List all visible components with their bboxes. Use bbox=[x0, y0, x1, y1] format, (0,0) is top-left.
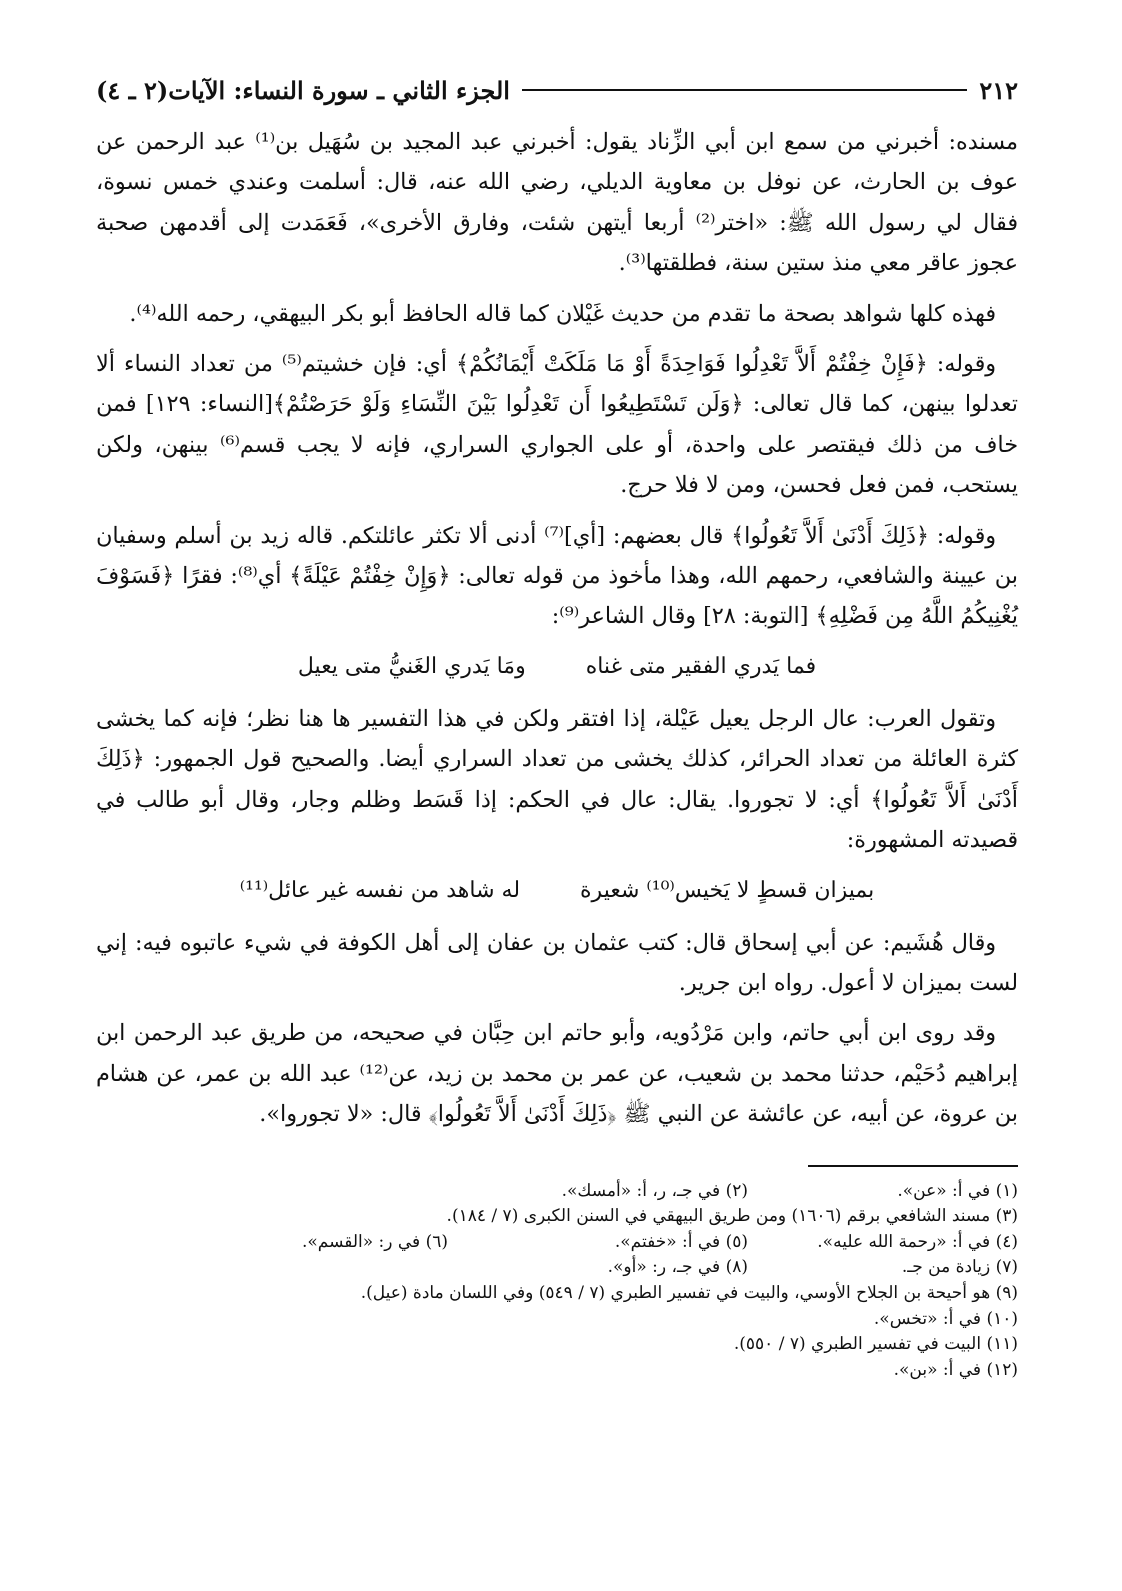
footnote-row bbox=[96, 1358, 1018, 1384]
footnote-4: (٤) في أ: «رحمة الله عليه». bbox=[817, 1231, 1018, 1252]
running-title: الجزء الثاني ـ سورة النساء: الآيات(٢ ـ ٤) bbox=[96, 75, 510, 105]
footnote-6: (٦) في ر: «القسم». bbox=[301, 1231, 448, 1252]
footnote-row bbox=[96, 1332, 1018, 1358]
poetry-verse-2 bbox=[96, 871, 1018, 911]
footnote-5: (٥) في أ: «خفتم». bbox=[614, 1231, 748, 1252]
footnote-separator bbox=[808, 1165, 1018, 1167]
footnotes bbox=[96, 1179, 1018, 1384]
footnote-row bbox=[96, 1204, 1018, 1230]
header-rule bbox=[522, 89, 967, 91]
paragraph-5: وتقول العرب: عال الرجل يعيل عَيْلة، إذا افتقر ولكن في هذا التفسير ها هنا نظر؛ فإنه كما يخشى كثرة العائلة من تعداد الحرائر، كذلك يخشى من تعداد السراري أيضا. والصحيح قول الجمهور: ﴿ذَلِكَ أَدْنَىٰ أَلاَّ تَعُولُوا﴾ أي: لا تجوروا. يقال: عال في الحكم: إذا قَسَط وظلم وجار، وقال أبو طالب في قصيدته المشهورة: bbox=[96, 705, 1018, 854]
poetry-verse-1 bbox=[96, 647, 1018, 687]
paragraph-7: وقد روى ابن أبي حاتم، وابن مَرْدُويه، وأبو حاتم ابن حِبَّان في صحيحه، من طريق عبد الرحمن ابن إبراهيم دُحَيْم، حدثنا محمد بن شعيب، عن عمر بن محمد بن زيد، عن⁽¹²⁾ عبد الله بن عمر، عن هشام بن عروة، عن أبيه، عن عائشة عن النبي ﷺ ﴿ذَلِكَ أَدْنَىٰ أَلاَّ تَعُولُوا﴾ قال: «لا تجوروا». bbox=[96, 1020, 1018, 1128]
verse-2-first-hemistich: بميزان قسطٍ لا يَخيس⁽¹⁰⁾ شعيرة bbox=[580, 877, 875, 903]
footnote-3: (٣) مسند الشافعي برقم (١٦٠٦) ومن طريق البيهقي في السنن الكبرى (٧ / ١٨٤). bbox=[446, 1206, 1018, 1227]
footnote-10: (١٠) في أ: «تخس». bbox=[873, 1308, 1018, 1329]
footnote-1: (١) في أ: «عن». bbox=[897, 1180, 1018, 1201]
footnote-7: (٧) زيادة من جـ. bbox=[901, 1257, 1018, 1278]
main-text bbox=[96, 122, 1018, 1135]
footnote-row bbox=[96, 1307, 1018, 1333]
footnote-row bbox=[96, 1255, 1018, 1281]
paragraph-4: وقوله: ﴿ذَلِكَ أَدْنَىٰ أَلاَّ تَعُولُوا﴾ قال بعضهم: [أي]⁽⁷⁾ أدنى ألا تكثر عائلتكم. قاله زيد بن أسلم وسفيان بن عيينة والشافعي، رحمهم الله، وهذا مأخوذ من قوله تعالى: ﴿وَإِنْ خِفْتُمْ عَيْلَةً﴾ أي⁽⁸⁾: فقرًا ﴿فَسَوْفَ يُغْنِيكُمُ اللَّهُ مِن فَضْلِهِ﴾ [التوبة: ٢٨] وقال الشاعر⁽⁹⁾: bbox=[96, 522, 1018, 630]
paragraph-3: وقوله: ﴿فَإِنْ خِفْتُمْ أَلاَّ تَعْدِلُوا فَوَاحِدَةً أَوْ مَا مَلَكَتْ أَيْمَانُكُمْ﴾ أي: فإن خشيتم⁽⁵⁾ من تعداد النساء ألا تعدلوا بينهن، كما قال تعالى: ﴿وَلَن تَسْتَطِيعُوا أَن تَعْدِلُوا بَيْنَ النِّسَاءِ وَلَوْ حَرَصْتُمْ﴾[النساء: ١٢٩] فمن خاف من ذلك فيقتصر على واحدة، أو على الجواري السراري، فإنه لا يجب قسم⁽⁶⁾ بينهن، ولكن يستحب، فمن فعل فحسن، ومن لا فلا حرج. bbox=[96, 351, 1018, 499]
footnote-row bbox=[96, 1281, 1018, 1307]
footnote-11: (١١) البيت في تفسير الطبري (٧ / ٥٥٠). bbox=[733, 1334, 1018, 1355]
footnote-8: (٨) في جـ، ر: «أو». bbox=[607, 1257, 748, 1278]
paragraph-6: وقال هُشَيم: عن أبي إسحاق قال: كتب عثمان بن عفان إلى أهل الكوفة في شيء عاتبوه فيه: إني لست بميزان لا أعول. رواه ابن جرير. bbox=[96, 929, 1018, 996]
paragraph-1: مسنده: أخبرني من سمع ابن أبي الزِّناد يقول: أخبرني عبد المجيد بن سُهَيل بن⁽¹⁾ عبد الرحمن عن عوف بن الحارث، عن نوفل بن معاوية الديلي، رضي الله عنه، قال: أسلمت وعندي خمس نسوة، فقال لي رسول الله ﷺ: «اختر⁽²⁾ أربعا أيتهن شئت، وفارق الأخرى»، فَعَمَدت إلى أقدمهن صحبة عجوز عاقر معي منذ ستين سنة، فطلقتها⁽³⁾. bbox=[96, 129, 1018, 277]
running-header bbox=[96, 70, 1018, 110]
footnote-row bbox=[96, 1230, 1018, 1256]
page-number: ٢١٢ bbox=[979, 75, 1018, 105]
footnote-9: (٩) هو أحيحة بن الجلاح الأوسي، والبيت في تفسير الطبري (٧ / ٥٤٩) وفي اللسان مادة (عيل). bbox=[360, 1282, 1018, 1303]
verse-2-second-hemistich: له شاهد من نفسه غير عائل⁽¹¹⁾ bbox=[239, 877, 521, 903]
verse-1-first-hemistich: فما يَدري الفقير متى غناه bbox=[585, 653, 817, 679]
footnote-12: (١٢) في أ: «بن». bbox=[893, 1359, 1018, 1380]
footnote-2: (٢) في جـ، ر، أ: «أمسك». bbox=[561, 1180, 748, 1201]
footnote-row bbox=[96, 1179, 1018, 1205]
verse-1-second-hemistich: ومَا يَدري الغَنيُّ متى يعيل bbox=[297, 653, 526, 679]
paragraph-2: فهذه كلها شواهد بصحة ما تقدم من حديث غَيْلان كما قاله الحافظ أبو بكر البيهقي، رحمه الله⁽⁴⁾. bbox=[129, 300, 996, 327]
